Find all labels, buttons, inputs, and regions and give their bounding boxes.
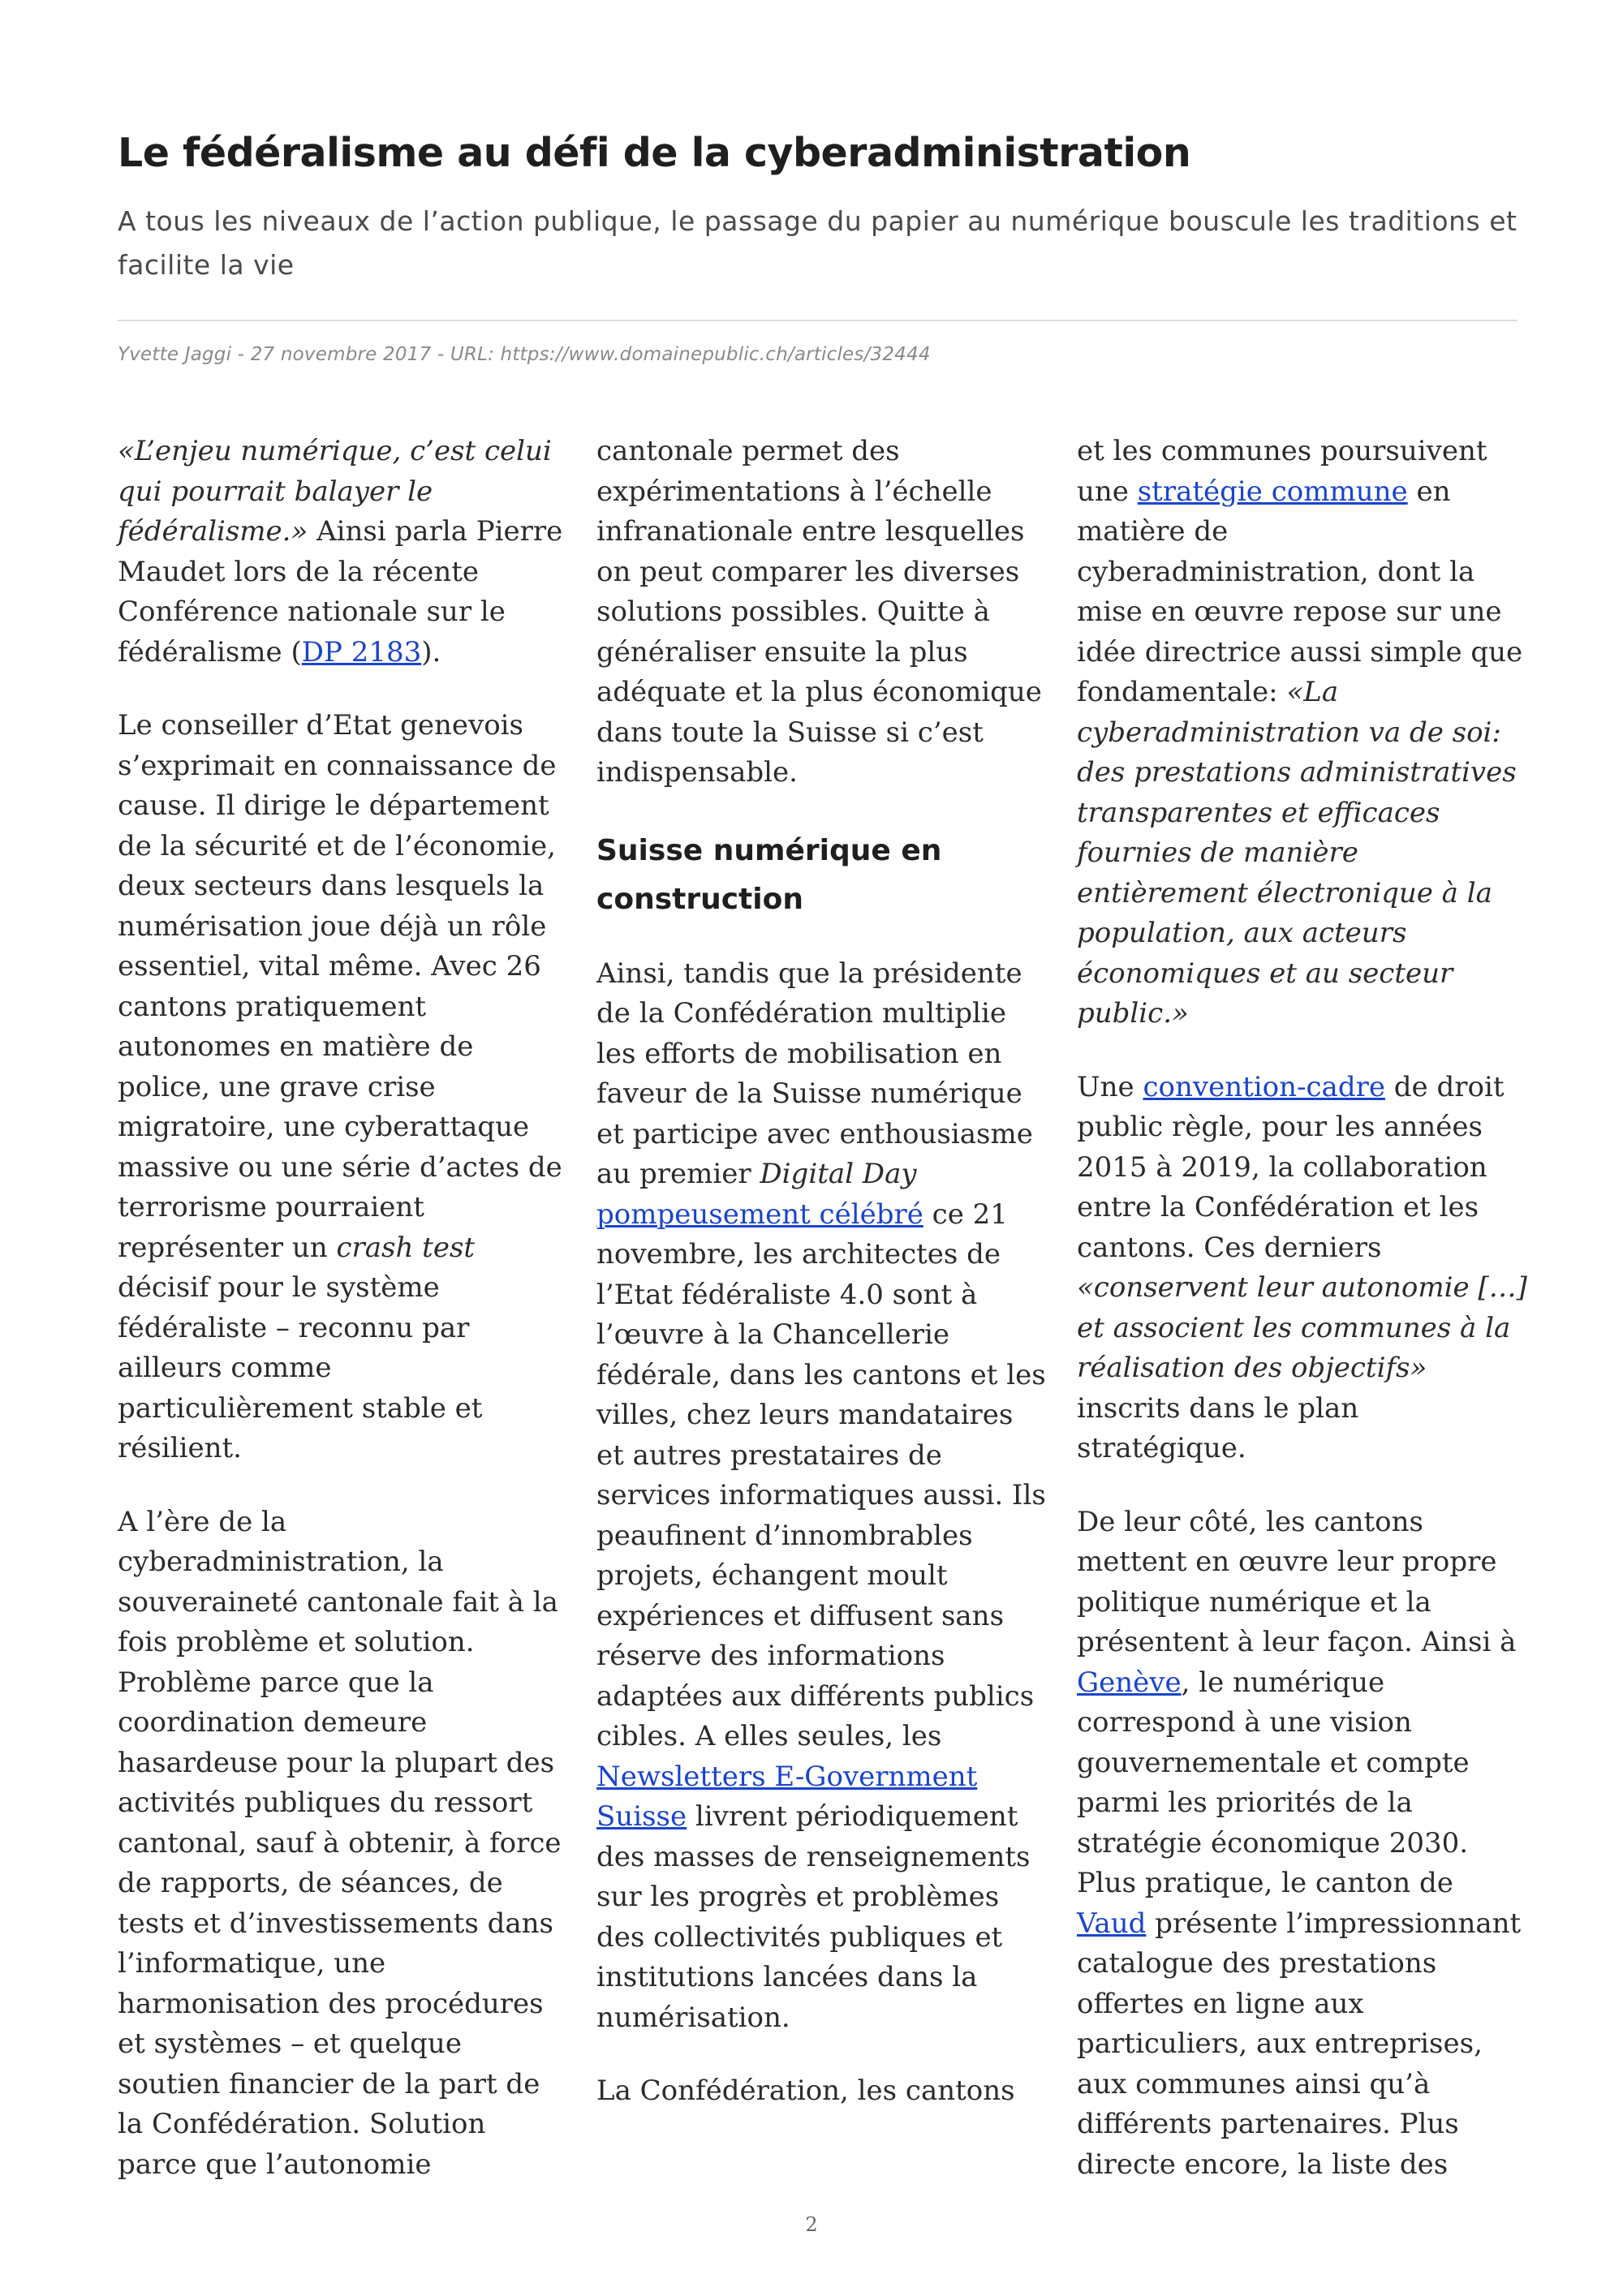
emphasis-text: crash test (336, 1231, 476, 1264)
strategie-commune-link[interactable]: stratégie commune (1137, 475, 1408, 508)
paragraph: cantonale permet des expérimentations à l’échelle infranationale entre lesquelles on peut comparer les diverses solutions possibles. Quitte à généraliser ensuite la plus adéquate et la plus économique dans toute la Suisse si c’est indispensable. (596, 435, 1042, 789)
header-divider (118, 320, 1518, 321)
paragraph (1077, 1503, 1527, 2186)
paragraph (1077, 1068, 1527, 1469)
emphasis-text: Digital Day (760, 1158, 917, 1190)
article-subtitle: A tous les niveaux de l’action publique, le passage du papier au numérique bouscule les traditions et facilite la vie (118, 205, 1518, 281)
text-span: de droit public règle, pour les années 2015 à 2019, la collaboration entre la Confédération et les cantons. Ces derniers (1077, 1070, 1505, 1264)
text-span: livrent périodiquement des masses de renseignements sur les progrès et problèmes des collectivités publiques et institutions lancées dans la numérisation. (596, 1800, 1031, 2034)
text-span: décisif pour le système fédéraliste – reconnu par ailleurs comme particulièrement stable et résilient. (118, 1271, 483, 1464)
pompeusement-celebre-link[interactable]: pompeusement célébré (596, 1197, 923, 1231)
quote-text: «conservent leur autonomie […] et associent les communes à la réalisation des objectifs» (1077, 1271, 1527, 1384)
text-span: , le numérique correspond à une vision gouvernementale et compte parmi les priorités de la stratégie économique 2030. Plus pratique, le canton de (1077, 1666, 1470, 1899)
text-span: inscrits dans le plan stratégique. (1077, 1391, 1359, 1464)
text-column-1 (118, 432, 568, 2218)
newsletters-egovernment-link[interactable]: Newsletters E-Government Suisse (596, 1760, 978, 1833)
article-title: Le fédéralisme au défi de la cyberadministration (118, 130, 1191, 176)
vaud-link[interactable]: Vaud (1077, 1907, 1147, 1940)
article-byline: Yvette Jaggi - 27 novembre 2017 - URL: https://www.domainepublic.ch/articles/32444 (118, 344, 931, 365)
section-heading: Suisse numérique en construction (596, 833, 942, 916)
text-span: ce 21 novembre, les architectes de l’Etat fédéraliste 4.0 sont à l’œuvre à la Chancellerie fédérale, dans les cantons et les villes, chez leurs mandataires et autres prestataires de services informatiques aussi. Ils peaufinent d’innombrables projets, échangent moult expériences et diffusent sans réserve des informations adaptées aux différents publics cibles. A elles seules, les (596, 1197, 1046, 1752)
text-span: Le conseiller d’Etat genevois s’exprimait en connaissance de cause. Il dirige le département de la sécurité et de l’économie, deux secteurs dans lesquels la numérisation joue déjà un rôle essentiel, vital même. Avec 26 cantons pratiquement autonomes en matière de police, une grave crise migratoire, une cyberattaque massive ou une série d’actes de terrorisme pourraient représenter un (118, 709, 562, 1264)
convention-cadre-link[interactable]: convention-cadre (1143, 1070, 1385, 1103)
paragraph (596, 954, 1047, 2039)
text-span: ). (421, 635, 441, 669)
page-number: 2 (805, 2213, 818, 2236)
dp-2183-link[interactable]: DP 2183 (301, 635, 422, 669)
text-column-3 (1077, 432, 1527, 2218)
text-span: De leur côté, les cantons mettent en œuvre leur propre politique numérique et la présentent à leur façon. Ainsi à (1077, 1505, 1517, 1658)
paragraph (118, 432, 568, 673)
quote-text: «La cyberadministration va de soi: des prestations administratives transparentes et efficaces fournies de manière entièrement électronique à la population, aux acteurs économiques et au secteur public.» (1077, 676, 1517, 1030)
geneve-link[interactable]: Genève (1077, 1666, 1182, 1699)
paragraph: La Confédération, les cantons (596, 2075, 1015, 2107)
text-column-2 (596, 432, 1047, 2145)
text-span: présente l’impressionnant catalogue des prestations offertes en ligne aux particuliers, aux entreprises, aux communes ainsi qu’à différents partenaires. Plus directe encore, la liste des (1077, 1907, 1522, 2181)
paragraph (118, 706, 568, 1469)
quote-text: «L’enjeu numérique, c’est celui qui pourrait balayer le fédéralisme.» (118, 435, 552, 548)
text-span: et les communes poursuivent une (1077, 435, 1487, 508)
text-span: Une (1077, 1070, 1143, 1103)
paragraph (1077, 432, 1527, 1034)
text-span: en matière de cyberadministration, dont la mise en œuvre repose sur une idée directrice aussi simple que fondamentale: (1077, 475, 1523, 708)
text-span: Ainsi parla Pierre Maudet lors de la récente Conférence nationale sur le fédéralisme ( (118, 515, 563, 669)
text-span: Ainsi, tandis que la présidente de la Confédération multiplie les efforts de mobilisation en faveur de la Suisse numérique et participe avec enthousiasme au premier (596, 957, 1033, 1190)
paragraph: A l’ère de la cyberadministration, la souveraineté cantonale fait à la fois problème et solution. Problème parce que la coordination demeure hasardeuse pour la plupart des activités publiques du ressort cantonal, sauf à obtenir, à force de rapports, de séances, de tests et d’investissements dans l’informatique, une harmonisation des procédures et systèmes – et quelque soutien financier de la part de la Confédération. Solution parce que l’autonomie (118, 1505, 562, 2181)
